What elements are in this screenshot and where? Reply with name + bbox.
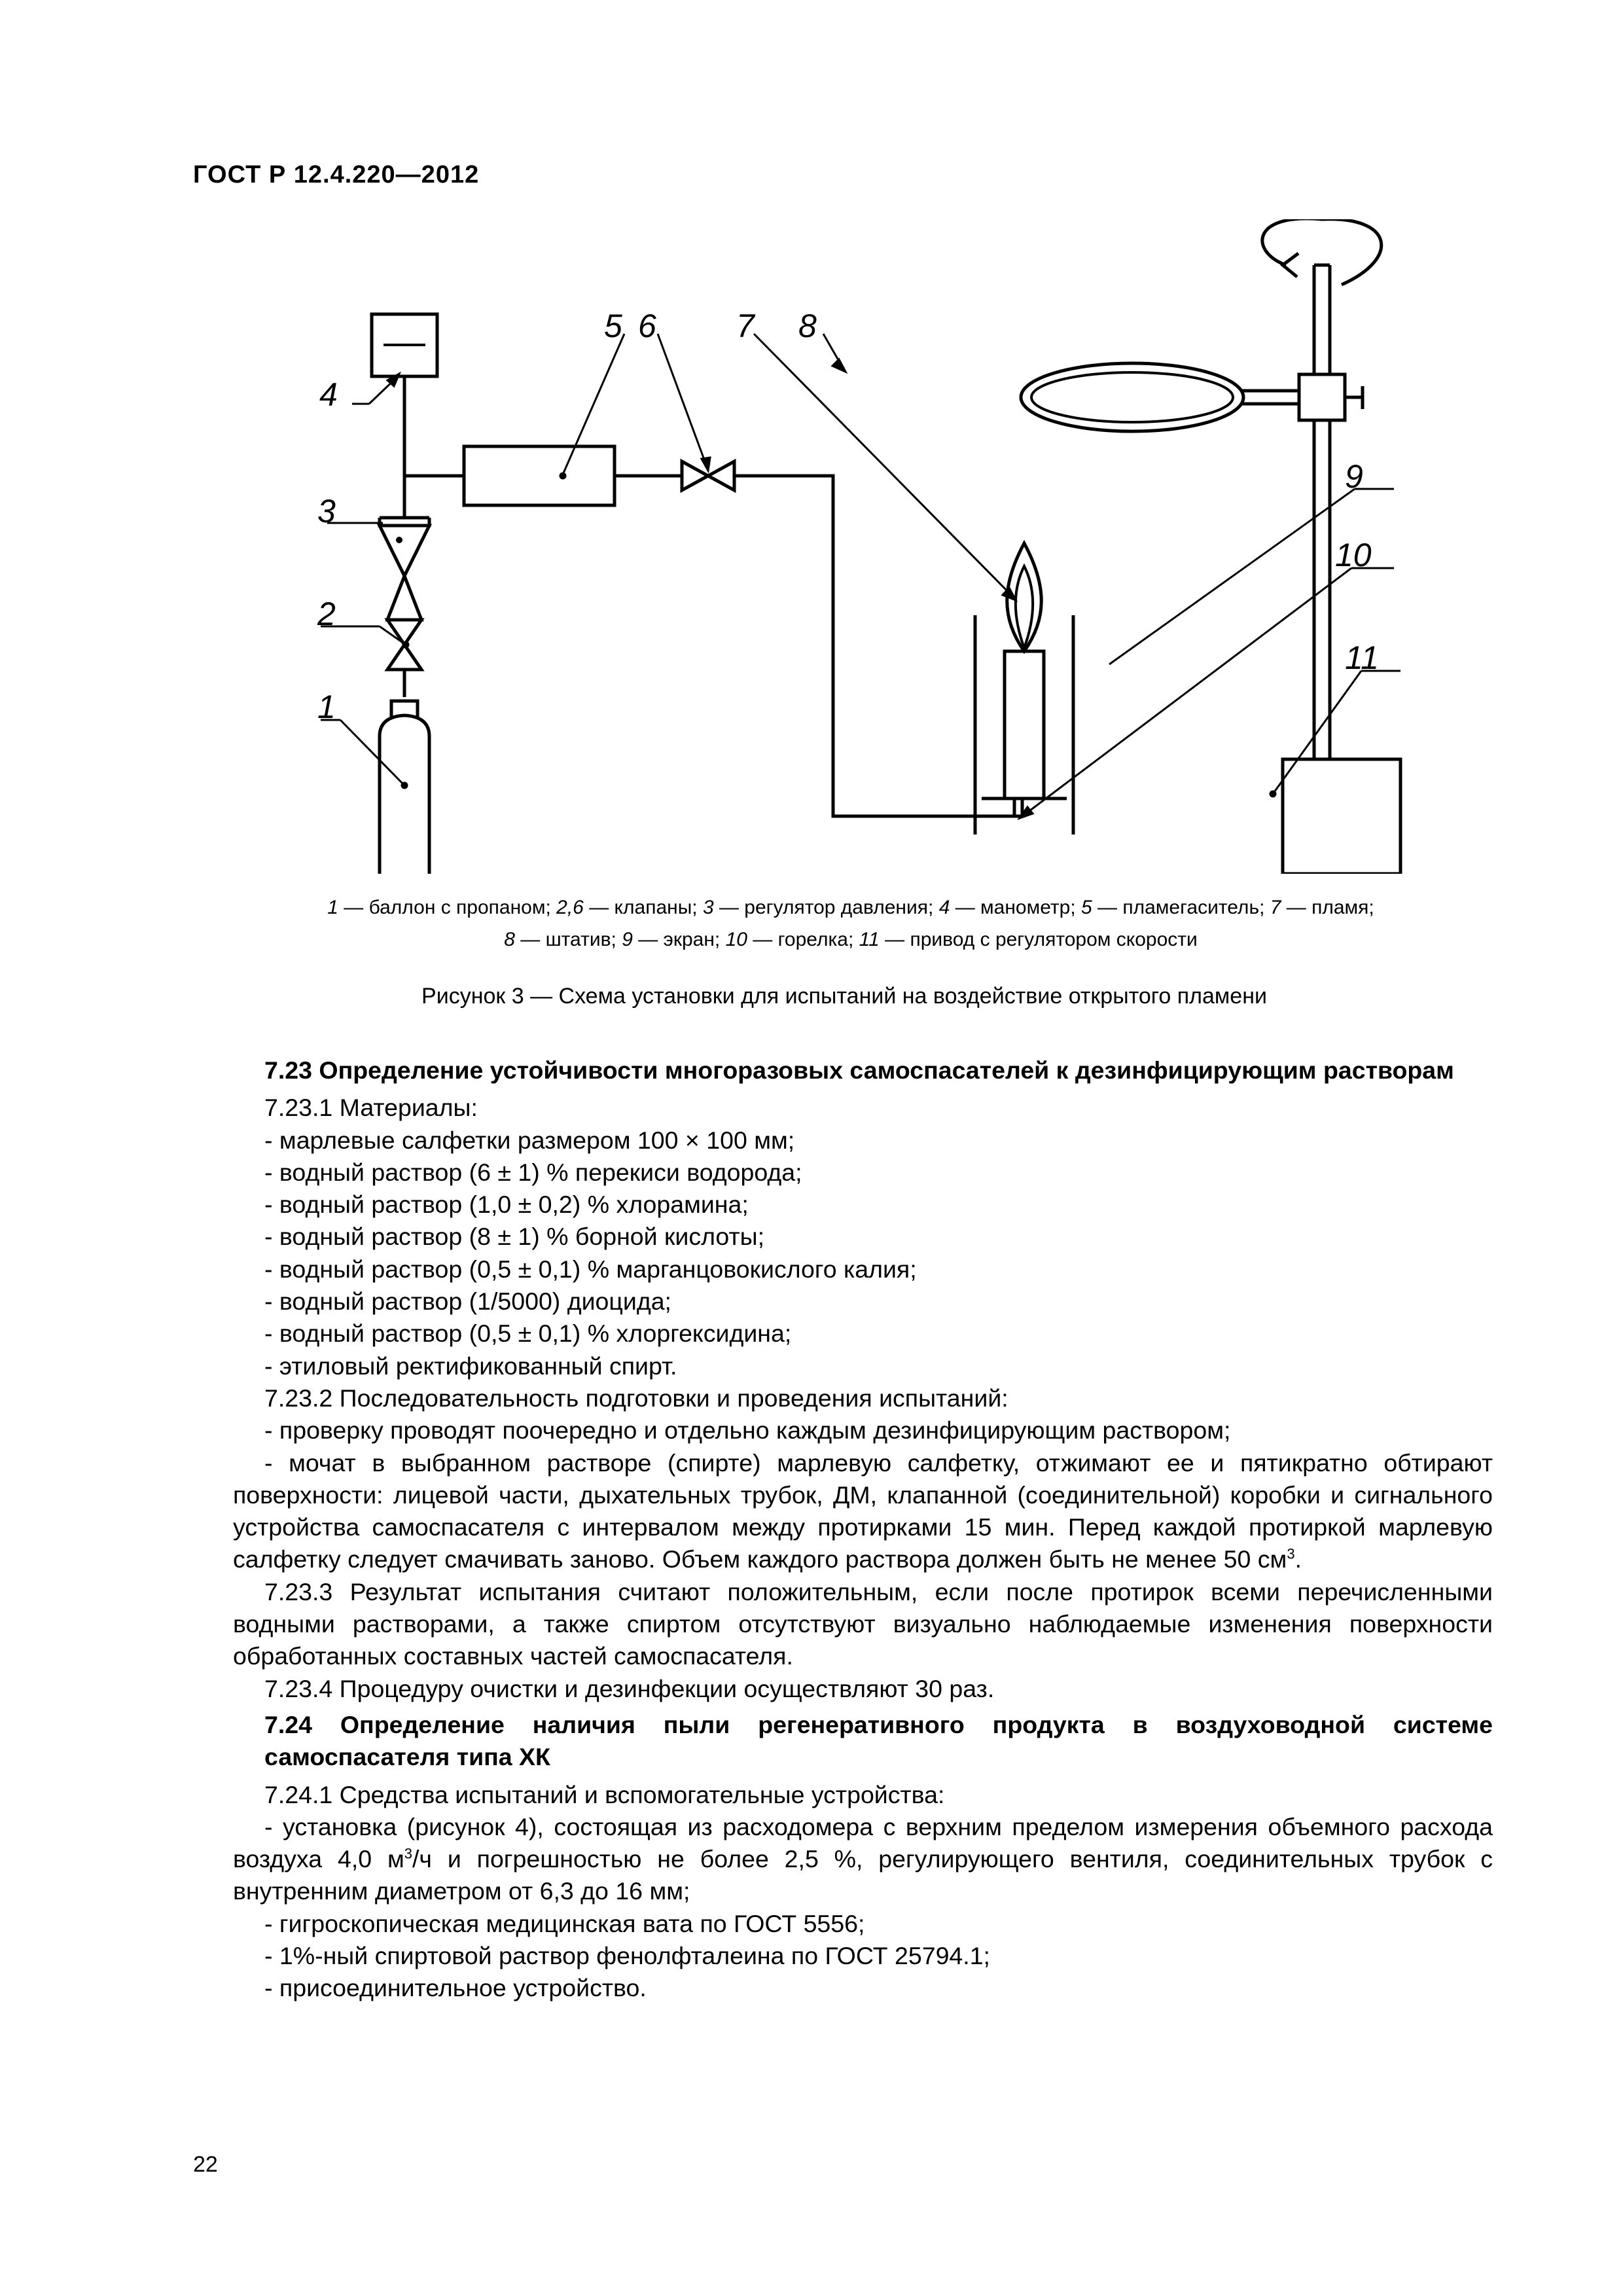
label-5: 5 xyxy=(604,308,622,344)
label-9: 9 xyxy=(1345,458,1363,495)
list-item: - мочат в выбранном растворе (спирте) марлевую салфетку, отжимают ее и пятикратно обтирают поверхности: лицевой части, дыхательных трубок, ДМ, клапанной (соединительной) коробки и сигнального устройства самоспасателя с интервалом между протирками 15 мин. Перед каждой протиркой марлевую салфетку следует смачивать заново. Объем каждого раствора должен быть не менее 50 $см^3$. xyxy=(233,1448,1493,1573)
flame-arrester xyxy=(464,446,615,505)
list-item: - марлевые салфетки размером 100 × 100 мм; xyxy=(264,1126,795,1154)
schematic-drawing xyxy=(281,219,1466,874)
list-item: - этиловый ректификованный спирт. xyxy=(264,1352,677,1380)
para-7-23-2: 7.23.2 Последовательность подготовки и проведения испытаний: xyxy=(264,1384,1008,1412)
list-item: - присоединительное устройство. xyxy=(264,1974,647,2002)
figure-legend-line-2: 8 — штатив; 9 — экран; 10 — горелка; 11 — привод с регулятором скорости xyxy=(504,929,1198,950)
list-item: - водный раствор (6 ± 1) % перекиси водорода; xyxy=(264,1158,802,1186)
speed-regulator-drive xyxy=(1283,759,1400,874)
label-6: 6 xyxy=(638,308,656,344)
heading-7-24: 7.24 Определение наличия пыли регенеративного продукта в воздуховодной системе самоспасателя типа ХК xyxy=(264,1710,1493,1771)
burner xyxy=(1005,651,1044,798)
valve-6 xyxy=(682,461,708,490)
para-7-24-1: 7.24.1 Средства испытаний и вспомогательные устройства: xyxy=(264,1780,945,1808)
list-item: - водный раствор (0,5 ± 0,1) % хлоргексидина; xyxy=(264,1319,792,1348)
label-2: 2 xyxy=(317,596,336,632)
list-item: - водный раствор (1/5000) диоцида; xyxy=(264,1287,671,1316)
label-8: 8 xyxy=(798,308,817,344)
body-text xyxy=(233,1050,1493,2005)
label-7: 7 xyxy=(736,308,755,344)
label-1: 1 xyxy=(317,689,336,725)
list-item: - проверку проводят поочередно и отдельно каждым дезинфицирующим раствором; xyxy=(264,1416,1231,1444)
para-7-23-3: 7.23.3 Результат испытания считают положительным, если после протирок всеми перечисленными водными растворами, а также спиртом отсутствуют визуально наблюдаемые изменения поверхности обработанных составных частей самоспасателя. xyxy=(233,1577,1493,1670)
list-item: - установка (рисунок 4), состоящая из расходомера с верхним пределом измерения объемного расхода воздуха 4,0 $м^3/ч$ и погрешностью не более 2,5 %, регулирующего вентиля, соединительных трубок с внутренним диаметром от 6,3 до 16 мм; xyxy=(233,1812,1493,1905)
list-item: - гигроскопическая медицинская вата по ГОСТ 5556; xyxy=(264,1909,865,1937)
valve-2 xyxy=(387,620,421,645)
list-item: - водный раствор (1,0 ± 0,2) % хлорамина; xyxy=(264,1191,749,1219)
label-3: 3 xyxy=(317,493,336,529)
label-4: 4 xyxy=(319,376,338,413)
figure-caption: Рисунок 3 — Схема установки для испытаний на воздействие открытого пламени xyxy=(421,984,1267,1009)
list-item: - водный раствор (8 ± 1) % борной кислоты; xyxy=(264,1223,765,1251)
clamp xyxy=(1299,374,1345,420)
rotation-arrow xyxy=(1262,219,1382,285)
label-11: 11 xyxy=(1345,639,1379,676)
standard-header: ГОСТ Р 12.4.220—2012 xyxy=(193,161,480,188)
para-7-23-1: 7.23.1 Материалы: xyxy=(264,1094,478,1122)
figure-3-schematic xyxy=(281,219,1466,874)
page-number: 22 xyxy=(193,2152,218,2177)
propane-cylinder xyxy=(380,715,429,874)
label-10: 10 xyxy=(1335,537,1372,573)
figure-legend-line-1: 1 — баллон с пропаном; 2,6 — клапаны; 3 — регулятор давления; 4 — манометр; 5 — пламегаситель; 7 — пламя; xyxy=(327,897,1374,918)
list-item: - водный раствор (0,5 ± 0,1) % марганцовокислого калия; xyxy=(264,1255,917,1283)
para-7-23-4: 7.23.4 Процедуру очистки и дезинфекции осуществляют 30 раз. xyxy=(264,1674,995,1702)
list-item: - 1%-ный спиртовой раствор фенолфталеина по ГОСТ 25794.1; xyxy=(264,1942,990,1970)
legend-num: 1 xyxy=(327,897,338,918)
heading-7-23: 7.23 Определение устойчивости многоразовых самоспасателей к дезинфицирующим растворам xyxy=(264,1056,1454,1084)
